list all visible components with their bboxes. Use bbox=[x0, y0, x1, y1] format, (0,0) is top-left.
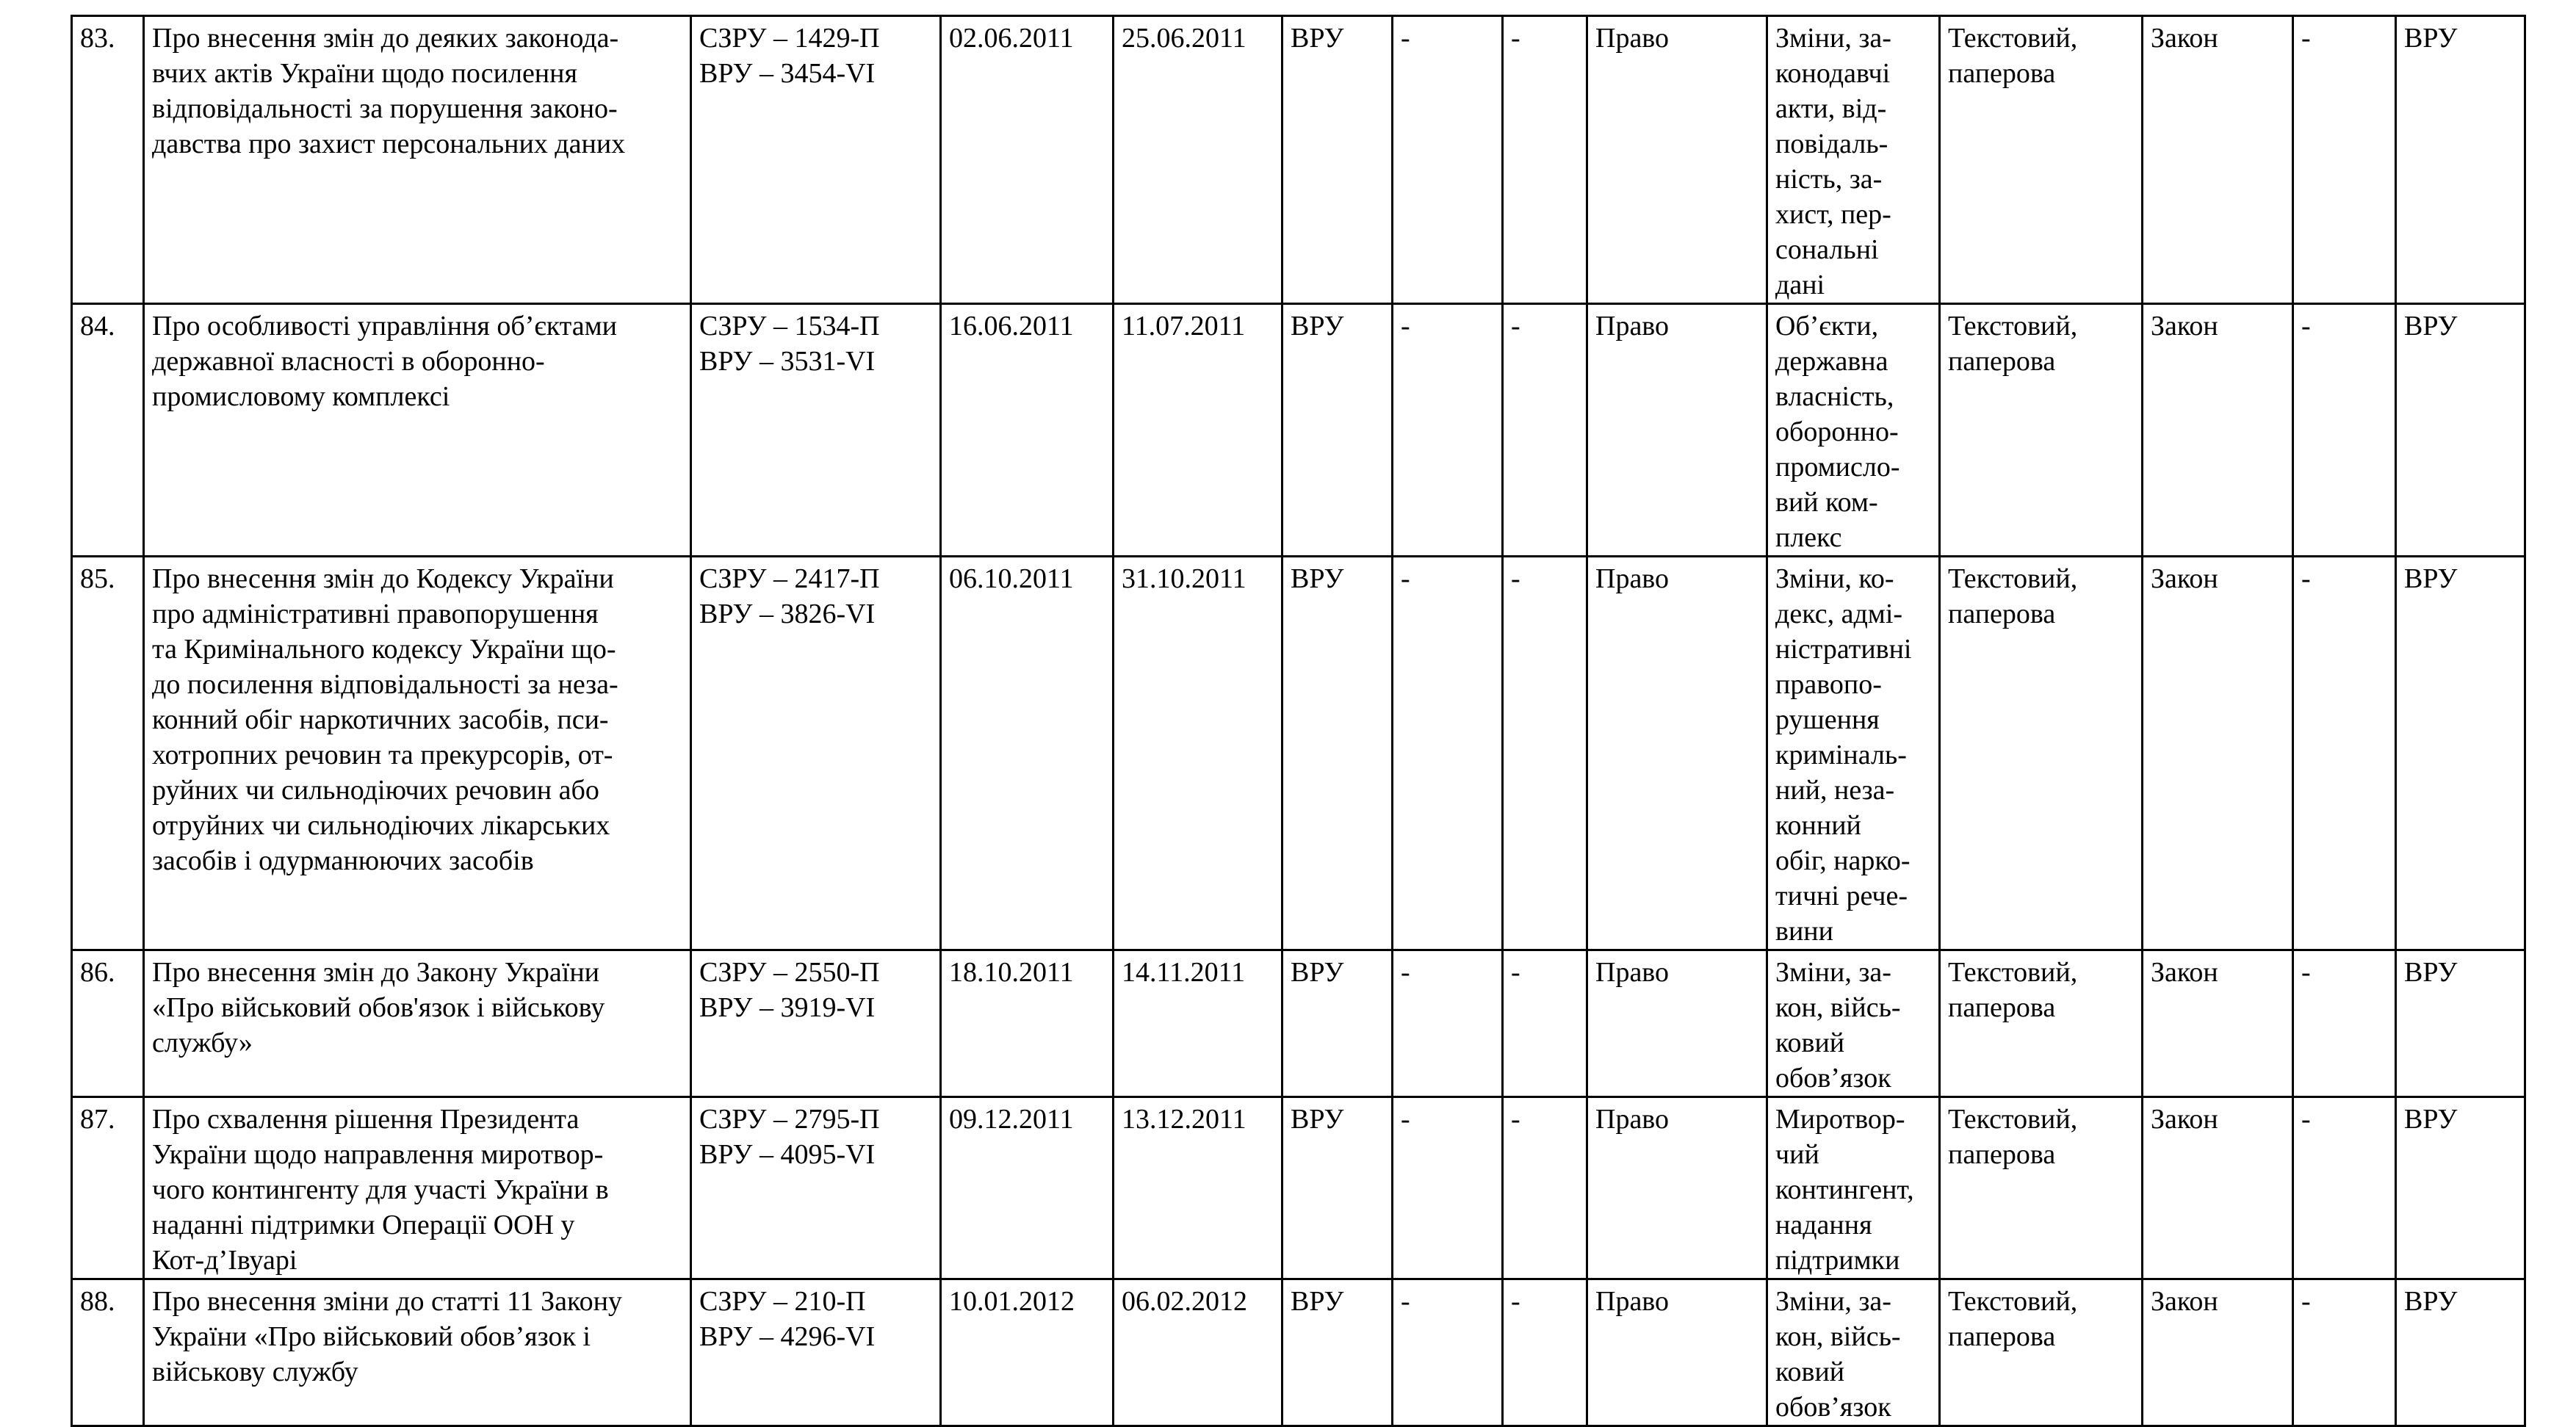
category-cell: Право bbox=[1587, 16, 1767, 304]
row-number: 87. bbox=[72, 1097, 144, 1279]
empty-cell: - bbox=[1393, 304, 1503, 557]
adoption-date: 18.10.2011 bbox=[941, 950, 1114, 1097]
row-number: 83. bbox=[72, 16, 144, 304]
category-cell: Право bbox=[1587, 304, 1767, 557]
empty-cell: - bbox=[2293, 1097, 2396, 1279]
empty-cell: - bbox=[1503, 1279, 1587, 1426]
row-number: 85. bbox=[72, 557, 144, 950]
empty-cell: - bbox=[1393, 1097, 1503, 1279]
document-type-cell: Закон bbox=[2143, 1097, 2293, 1279]
holder-cell: ВРУ bbox=[2396, 557, 2525, 950]
holder-cell: ВРУ bbox=[2396, 1097, 2525, 1279]
registry-table bbox=[71, 15, 2526, 1427]
keywords-cell: Об’єкти, державна власність, оборонно- промисло- вий ком- плекс bbox=[1767, 304, 1940, 557]
issuer-cell: ВРУ bbox=[1282, 16, 1393, 304]
document-type-cell: Закон bbox=[2143, 557, 2293, 950]
holder-cell: ВРУ bbox=[2396, 304, 2525, 557]
empty-cell: - bbox=[1503, 950, 1587, 1097]
empty-cell: - bbox=[1503, 557, 1587, 950]
row-number: 88. bbox=[72, 1279, 144, 1426]
registration-number: СЗРУ – 2795-П ВРУ – 4095-VI bbox=[691, 1097, 941, 1279]
empty-cell: - bbox=[2293, 950, 2396, 1097]
registration-number: СЗРУ – 2417-П ВРУ – 3826-VI bbox=[691, 557, 941, 950]
empty-cell: - bbox=[1503, 16, 1587, 304]
format-cell: Текстовий, паперова bbox=[1940, 557, 2143, 950]
document-type-cell: Закон bbox=[2143, 950, 2293, 1097]
category-cell: Право bbox=[1587, 1097, 1767, 1279]
format-cell: Текстовий, паперова bbox=[1940, 1097, 2143, 1279]
document-title: Про внесення змін до Кодексу України про адміністративні правопорушення та Кримінального кодексу України що- до посилення відповідальності за неза- конний обіг наркотичних засобів, пси- хотропних речовин та прекурсорів, от- руйних чи сильнодіючих речовин або отруйних чи сильнодіючих лікарських засобів і одурманюючих засобів bbox=[144, 557, 691, 950]
empty-cell: - bbox=[1393, 950, 1503, 1097]
empty-cell: - bbox=[1393, 557, 1503, 950]
document-title: Про схвалення рішення Президента України щодо направлення миротвор- чого контингенту для участі України в наданні підтримки Операції ООН у Кот-д’Івуарі bbox=[144, 1097, 691, 1279]
keywords-cell: Зміни, ко- декс, адмі- ністративні правопо- рушення криміналь- ний, неза- конний обіг, нарко- тичні рече- вини bbox=[1767, 557, 1940, 950]
document-title: Про особливості управління об’єктами державної власності в оборонно- промисловому комплексі bbox=[144, 304, 691, 557]
empty-cell: - bbox=[2293, 557, 2396, 950]
category-cell: Право bbox=[1587, 557, 1767, 950]
effective-date: 25.06.2011 bbox=[1114, 16, 1282, 304]
empty-cell: - bbox=[1393, 16, 1503, 304]
registration-number: СЗРУ – 210-П ВРУ – 4296-VI bbox=[691, 1279, 941, 1426]
adoption-date: 06.10.2011 bbox=[941, 557, 1114, 950]
document-title: Про внесення змін до Закону України «Про військовий обов'язок і військову службу» bbox=[144, 950, 691, 1097]
format-cell: Текстовий, паперова bbox=[1940, 304, 2143, 557]
table-row bbox=[72, 1279, 2525, 1426]
document-title: Про внесення зміни до статті 11 Закону України «Про військовий обов’язок і військову службу bbox=[144, 1279, 691, 1426]
issuer-cell: ВРУ bbox=[1282, 304, 1393, 557]
table-row bbox=[72, 16, 2525, 304]
keywords-cell: Зміни, за- конодавчі акти, від- повідаль- ність, за- хист, пер- сональні дані bbox=[1767, 16, 1940, 304]
issuer-cell: ВРУ bbox=[1282, 1279, 1393, 1426]
registration-number: СЗРУ – 2550-П ВРУ – 3919-VI bbox=[691, 950, 941, 1097]
registration-number: СЗРУ – 1534-П ВРУ – 3531-VI bbox=[691, 304, 941, 557]
adoption-date: 09.12.2011 bbox=[941, 1097, 1114, 1279]
keywords-cell: Миротвор- чий контингент, надання підтримки bbox=[1767, 1097, 1940, 1279]
empty-cell: - bbox=[2293, 1279, 2396, 1426]
table-body bbox=[72, 16, 2525, 1426]
effective-date: 11.07.2011 bbox=[1114, 304, 1282, 557]
registration-number: СЗРУ – 1429-П ВРУ – 3454-VI bbox=[691, 16, 941, 304]
empty-cell: - bbox=[2293, 304, 2396, 557]
category-cell: Право bbox=[1587, 1279, 1767, 1426]
format-cell: Текстовий, паперова bbox=[1940, 950, 2143, 1097]
empty-cell: - bbox=[2293, 16, 2396, 304]
document-title: Про внесення змін до деяких законода- вчих актів України щодо посилення відповідальності за порушення законо- давства про захист персональних даних bbox=[144, 16, 691, 304]
issuer-cell: ВРУ bbox=[1282, 1097, 1393, 1279]
table-row bbox=[72, 950, 2525, 1097]
issuer-cell: ВРУ bbox=[1282, 950, 1393, 1097]
holder-cell: ВРУ bbox=[2396, 950, 2525, 1097]
category-cell: Право bbox=[1587, 950, 1767, 1097]
document-type-cell: Закон bbox=[2143, 16, 2293, 304]
effective-date: 13.12.2011 bbox=[1114, 1097, 1282, 1279]
effective-date: 31.10.2011 bbox=[1114, 557, 1282, 950]
table-row bbox=[72, 304, 2525, 557]
table-row bbox=[72, 1097, 2525, 1279]
effective-date: 06.02.2012 bbox=[1114, 1279, 1282, 1426]
empty-cell: - bbox=[1503, 304, 1587, 557]
document-type-cell: Закон bbox=[2143, 304, 2293, 557]
keywords-cell: Зміни, за- кон, війсь- ковий обов’язок bbox=[1767, 950, 1940, 1097]
table-row bbox=[72, 557, 2525, 950]
format-cell: Текстовий, паперова bbox=[1940, 16, 2143, 304]
issuer-cell: ВРУ bbox=[1282, 557, 1393, 950]
effective-date: 14.11.2011 bbox=[1114, 950, 1282, 1097]
empty-cell: - bbox=[1503, 1097, 1587, 1279]
adoption-date: 10.01.2012 bbox=[941, 1279, 1114, 1426]
adoption-date: 16.06.2011 bbox=[941, 304, 1114, 557]
document-type-cell: Закон bbox=[2143, 1279, 2293, 1426]
holder-cell: ВРУ bbox=[2396, 16, 2525, 304]
adoption-date: 02.06.2011 bbox=[941, 16, 1114, 304]
holder-cell: ВРУ bbox=[2396, 1279, 2525, 1426]
format-cell: Текстовий, паперова bbox=[1940, 1279, 2143, 1426]
empty-cell: - bbox=[1393, 1279, 1503, 1426]
row-number: 86. bbox=[72, 950, 144, 1097]
keywords-cell: Зміни, за- кон, війсь- ковий обов’язок bbox=[1767, 1279, 1940, 1426]
row-number: 84. bbox=[72, 304, 144, 557]
